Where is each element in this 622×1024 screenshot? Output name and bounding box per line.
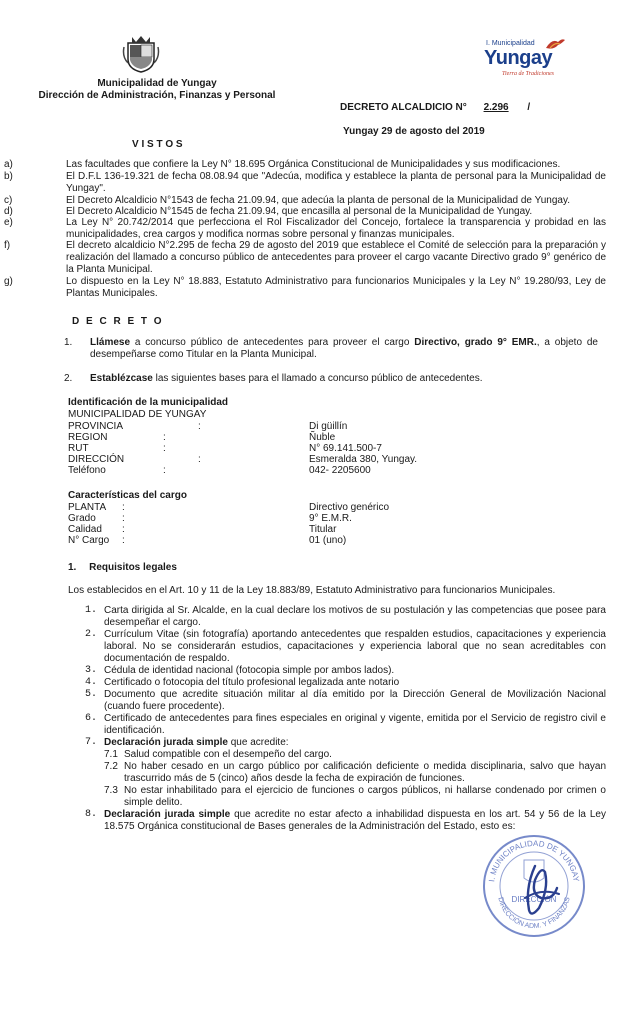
decreto-text: las siguientes bases para el llamado a concurso público de antecedentes. — [152, 373, 483, 384]
requisitos-heading — [68, 562, 177, 574]
decree-slash: / — [527, 102, 531, 113]
yungay-brand-logo — [482, 40, 572, 80]
id-colon: : — [163, 465, 166, 476]
identificacion-section — [68, 397, 588, 476]
decreto-text: , a objeto de desempeñarse como Titular en la Planta Municipal. — [90, 337, 598, 360]
requisito-item — [85, 665, 606, 677]
cargo-label: PLANTA — [68, 502, 107, 513]
identificacion-title: Identificación de la municipalidad — [68, 397, 229, 408]
requisito-text: Currículum Vitae (sin fotografía) aportando antecedentes que respalden estudios, capacitaciones y experiencia laboral. No se considerarán estudios, capacitaciones y experiencia laboral que no sean acreditables con documentación de respaldo. — [104, 629, 606, 664]
requisito-text: Cédula de identidad nacional (fotocopia simple por ambos lados). — [104, 665, 395, 676]
brand-tagline: Tierra de Tradiciones — [502, 71, 555, 77]
cargo-colon: : — [122, 535, 125, 546]
vistos-letter: c) — [4, 195, 13, 206]
cargo-value: Titular — [309, 524, 337, 535]
org-line-2: Dirección de Administración, Finanzas y Personal — [38, 90, 276, 101]
vistos-item — [4, 276, 606, 300]
requisito-item — [85, 677, 606, 689]
cargo-label: N° Cargo — [68, 535, 110, 546]
cargo-value: 9° E.M.R. — [309, 513, 352, 524]
id-row — [68, 421, 588, 432]
id-value: N° 69.141.500-7 — [309, 443, 382, 454]
vistos-title: V I S T O S — [132, 139, 183, 150]
vistos-list — [4, 159, 606, 300]
requisito-item-7 — [85, 737, 606, 749]
id-colon: : — [198, 421, 201, 432]
caracteristicas-section — [68, 490, 588, 546]
id-row — [68, 454, 588, 465]
decreto-text: a concurso público de antecedentes para proveer el cargo — [130, 337, 415, 348]
stamp-bottom-text: DIRECCIÓN ADM. Y FINANZAS — [496, 896, 572, 931]
cargo-label: Grado — [68, 513, 96, 524]
decreto-bold: Directivo, grado 9° EMR. — [414, 337, 537, 348]
id-value: 042- 2205600 — [309, 465, 371, 476]
requisito-text: que acredite no estar afecto a inhabilidad dispuesta en los art. 54 y 56 de la Ley 18.575 Orgánica constitucional de Bases generales de la Administración del Estado, esto es: — [104, 809, 606, 832]
brand-small-text: I. Municipalidad — [486, 40, 535, 47]
vistos-letter: b) — [4, 171, 13, 182]
vistos-item — [4, 195, 606, 206]
sub-text: Salud compatible con el desempeño del cargo. — [124, 749, 332, 760]
id-colon: : — [198, 454, 201, 465]
id-value: Esmeralda 380, Yungay. — [309, 454, 418, 465]
sub-text: No estar inhabilitado para el ejercicio de funciones o cargos públicos, ni hallarse condenado por crimen o simple delito. — [124, 785, 606, 808]
decreto-bold: Llámese — [90, 337, 131, 348]
sub-num: 7.3 — [104, 785, 118, 796]
id-label: REGION — [68, 432, 108, 443]
id-row — [68, 443, 588, 454]
sub-item — [104, 761, 606, 785]
vistos-item — [4, 217, 606, 240]
requisito-text: Certificado o fotocopia del título profesional legalizada ante notario — [104, 677, 400, 688]
vistos-text: Las facultades que confiere la Ley N° 18.695 Orgánica Constitucional de Municipalidades y sus modificaciones. — [66, 159, 561, 170]
sub-item — [104, 785, 606, 809]
cargo-row — [68, 535, 588, 546]
decreto-item-1 — [64, 337, 598, 361]
id-colon: : — [163, 432, 166, 443]
requisitos-intro: Los establecidos en el Art. 10 y 11 de la Ley 18.883/89, Estatuto Administrativo para funcionarios Municipales. — [68, 585, 556, 596]
vistos-text: El decreto alcaldicio N°2.295 de fecha 29 de agosto del 2019 que establece el Comité de selección para la preparación y realización del llamado a concurso público de antecedentes para proveer el cargo vacante Directivo grado 9° genérico de la Planta Municipal. — [66, 240, 606, 275]
vistos-letter: e) — [4, 217, 13, 228]
decreto-num: 1. — [64, 337, 73, 348]
handwritten-signature — [505, 858, 575, 928]
stamp-mid-text: DIRECCIÓN — [511, 895, 557, 904]
requisitos-list — [85, 605, 606, 833]
requisito-text: Carta dirigida al Sr. Alcalde, en la cual declare los motivos de su postulación y las competencias que posee para desempeñar el cargo. — [104, 605, 606, 628]
decreto-item-2 — [64, 373, 598, 385]
requisito-text: que acredite: — [227, 737, 289, 748]
cargo-label: Calidad — [68, 524, 102, 535]
cargo-colon: : — [122, 502, 125, 513]
cargo-value: Directivo genérico — [309, 502, 390, 513]
vistos-text: Lo dispuesto en la Ley N° 18.883, Estatuto Administrativo para funcionarios Municipales y la Ley N° 19.280/93, Ley de Plantas Municipales. — [66, 276, 606, 299]
vistos-text: El Decreto Alcaldicio N°1545 de fecha 21.09.94, que encasilla al personal de la Municipalidad de Yungay. — [66, 206, 533, 217]
caracteristicas-title: Características del cargo — [68, 490, 187, 501]
vistos-text: El Decreto Alcaldicio N°1543 de fecha 21.09.94, que adecúa la planta de personal de la Municipalidad de Yungay. — [66, 195, 570, 206]
vistos-item — [4, 206, 606, 217]
requisito-num: 4. — [85, 677, 98, 688]
sub-item — [104, 749, 606, 761]
cargo-colon: : — [122, 524, 125, 535]
id-row — [68, 432, 588, 443]
requisitos-title: Requisitos legales — [89, 562, 177, 573]
vistos-text: La Ley N° 20.742/2014 que perfecciona el Rol Fiscalizador del Concejo, fortalece la transparencia y probidad en las municipalidades, crea cargos y modifica normas sobre personal y finanzas municipales. — [66, 217, 606, 240]
municipality-name: MUNICIPALIDAD DE YUNGAY — [68, 409, 207, 420]
brand-name: Yungay — [484, 47, 553, 69]
id-label: PROVINCIA — [68, 421, 124, 432]
requisito-text: Documento que acredite situación militar al día emitido por la Dirección General de Movilización Nacional (cuando fuere procedente). — [104, 689, 606, 712]
vistos-letter: f) — [4, 240, 11, 251]
vistos-letter: a) — [4, 159, 13, 170]
requisito-item — [85, 713, 606, 737]
vistos-letter: g) — [4, 276, 13, 287]
decree-number: 2.296 — [483, 102, 509, 113]
id-value: Ñuble — [309, 432, 336, 443]
requisito-bold: Declaración jurada simple — [104, 737, 228, 748]
decreto-bold: Establézcase — [90, 373, 153, 384]
id-label: Teléfono — [68, 465, 106, 476]
requisito-num: 8. — [85, 809, 98, 820]
id-label: DIRECCIÓN — [68, 454, 125, 465]
requisito-item — [85, 605, 606, 629]
decree-date: Yungay 29 de agosto del 2019 — [343, 126, 485, 137]
requisito-num: 2. — [85, 629, 98, 640]
vistos-item — [4, 240, 606, 276]
cargo-row — [68, 502, 588, 513]
vistos-text: El D.F.L 136-19.321 de fecha 08.08.94 que "Adecúa, modifica y establece la planta de personal para la Municipalidad de Yungay". — [66, 171, 606, 194]
id-label: RUT — [68, 443, 89, 454]
cargo-colon: : — [122, 513, 125, 524]
cargo-value: 01 (uno) — [309, 535, 347, 546]
stamp-top-text: I. MUNICIPALIDAD DE YUNGAY — [487, 838, 581, 883]
requisito-num: 5. — [85, 689, 98, 700]
decree-title — [340, 102, 530, 114]
org-line-1: Municipalidad de Yungay — [97, 78, 217, 89]
id-colon: : — [163, 443, 166, 454]
municipal-coat-of-arms — [122, 33, 160, 73]
requisito-num: 6. — [85, 713, 98, 724]
sub-text: No haber cesado en un cargo público por calificación deficiente o medida disciplinaria, salvo que hayan trascurrido más de 5 (cinco) años desde la fecha de expiración de funciones. — [124, 761, 606, 784]
requisito-num: 1. — [85, 605, 98, 616]
decree-label: DECRETO ALCALDICIO N° — [340, 102, 467, 113]
id-row — [68, 465, 588, 476]
vistos-item — [4, 159, 606, 171]
requisito-num: 3. — [85, 665, 98, 676]
decreto-title: D E C R E T O — [72, 316, 164, 327]
vistos-item — [4, 171, 606, 195]
sub-num: 7.2 — [104, 761, 118, 772]
decreto-num: 2. — [64, 373, 73, 384]
requisito-num: 7. — [85, 737, 98, 748]
id-value: Di güillín — [309, 421, 348, 432]
cargo-row — [68, 513, 588, 524]
requisito-text: Certificado de antecedentes para fines especiales en original y vigente, emitida por el Servicio de registro civil e identificación. — [104, 713, 606, 736]
requisito-bold: Declaración jurada simple — [104, 809, 231, 820]
requisitos-num: 1. — [68, 562, 77, 573]
requisito-item — [85, 689, 606, 713]
sub-num: 7.1 — [104, 749, 118, 760]
org-header — [22, 78, 292, 102]
requisito-item — [85, 629, 606, 665]
vistos-letter: d) — [4, 206, 13, 217]
cargo-row — [68, 524, 588, 535]
